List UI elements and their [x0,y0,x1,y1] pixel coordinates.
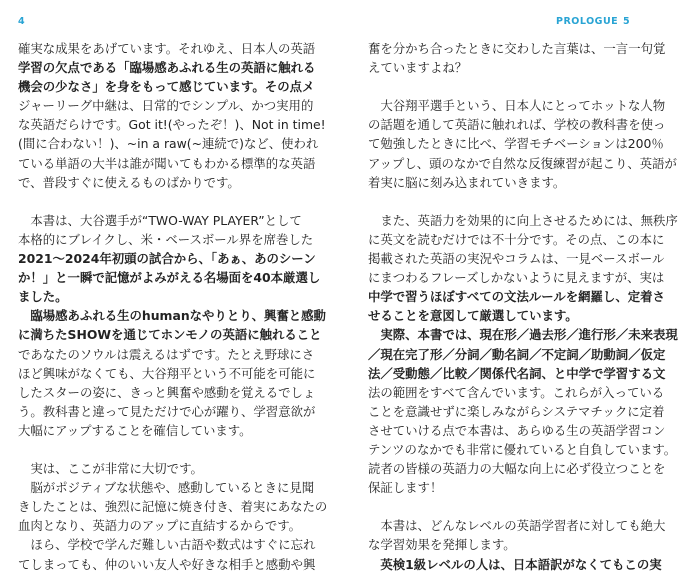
text-line: 大谷翔平選手という、日本人にとってホットな人物 [368,98,666,114]
section-title: PROLOGUE [556,16,619,27]
text-line: 確実な成果をあげています。それゆえ、日本人の英語 [18,41,316,56]
text-line: テンツのなかでも非常に優れていると自負しています。 [368,441,677,457]
text-line: 臨場感あふれる生のhumanなやりとり、興奮と感動 [18,308,326,324]
text-line: ／現在完了形／分詞／動名詞／不定詞／助動詞／仮定 [368,346,666,362]
text-line: アップし、頭のなかで自然な反復練習が起こり、英語が [368,155,677,171]
paragraph [368,96,677,191]
text-line: 本書は、大谷選手が“TWO-WAY PLAYER”として [18,212,302,228]
right-page-body [368,39,678,574]
paragraph [368,211,678,497]
text-line: で、普段すぐに使えるものばかりです。 [18,174,240,190]
paragraph [18,39,326,192]
text-line: せることを意図して厳選しています。 [368,308,578,324]
text-line: したスターの姿に、きっと興奮や感動を覚えるでしょ [18,384,316,400]
text-line: ジャーリーグ中継は、日常的でシンプル、かつ実用的 [18,98,314,114]
text-line: 読者の皆様の英語力の大幅な向上に必ず役立つことを [368,461,666,477]
text-line: か！」と一瞬で記憶がよみがえる名場面を40本厳選し [18,270,321,286]
text-line: てしまっても、仲のいい友人や好きな相手と感動や興 [18,556,316,572]
text-line: 実は、ここが非常に大切です。 [18,461,203,477]
paragraph [368,39,666,77]
text-line: 血肉となり、英語力のアップに直結するからです。 [18,518,302,534]
text-line: ほど興味がなくても、大谷翔平という不可能を可能に [18,365,316,381]
text-line: 掲載された英語の実況やコラムは、一見ベースボール [368,251,665,267]
text-line: ほら、学校で学んだ難しい古語や数式はすぐに忘れ [18,537,316,553]
paragraph-gap [368,77,630,96]
text-line: に満ちたSHOWを通じてホンモノの英語に触れること [18,327,322,343]
text-line: な学習効果を発揮します。 [368,537,516,553]
left-page-body [18,39,328,574]
paragraph [18,211,326,440]
paragraph [18,459,328,574]
text-line: 2021～2024年初頭の試合から、「あぁ、あのシーン [18,251,316,267]
paragraph [368,516,666,573]
text-line: 実際、本書では、現在形／過去形／進行形／未来表現 [368,327,678,343]
text-line: ました。 [18,289,68,305]
text-line: 本格的にブレイクし、米・ベースボール界を席巻した [18,231,314,247]
paragraph-gap [368,192,630,211]
text-line: であなたのソウルは震えるはずです。たとえ野球にさ [18,346,315,362]
text-line: な英語だらけです。Got it!(やったぞ！)、Not in time! [18,117,326,133]
text-line: 保証します！ [368,480,443,496]
text-line: 奮を分かち合ったときに交わした言葉は、一言一句覚 [368,41,666,56]
text-line: 法／受動態／比較／関係代名詞、と中学で学習する文 [368,365,666,381]
text-line: えていますよね？ [368,60,468,76]
text-line: の話題を通して英語に触れれば、学校の教科書を使っ [368,117,666,133]
text-line: 法の範囲をすべて含んでいます。これらが入っている [368,384,665,400]
text-line: にまつわるフレーズしかないように見えますが、実は [368,270,665,286]
text-line: 機会の少なさ」を身をもって感じています。その点メ [18,79,315,95]
page-number-left: 4 [18,16,26,27]
text-line: また、英語力を効果的に向上させるためには、無秩序 [368,212,678,228]
text-line: 大幅にアップすることを確信しています。 [18,422,252,438]
page-number-right: 5 [623,16,631,27]
text-line: に英文を読むだけでは不十分です。その点、この本に [368,231,665,247]
paragraph-gap [18,440,310,459]
text-line: 英検1級レベルの人は、日本語訳がなくてもこの実 [368,556,662,572]
paragraph-gap [18,192,310,211]
text-line: 本書は、どんなレベルの英語学習者に対しても絶大 [368,518,666,534]
text-line: ことを意識せずに楽しみながらシステマチックに定着 [368,403,665,419]
text-line: 脳がポジティブな状態や、感動しているときに見聞 [18,480,315,496]
text-line: う。教科書と違って見ただけで心が躍り、学習意欲が [18,403,316,419]
paragraph-gap [368,497,630,516]
text-line: 学習の欠点である「臨場感あふれる生の英語に触れる [18,60,316,76]
text-line: 着実に脳に刻み込まれていきます。 [368,174,566,190]
text-line: させていける点で本書は、あらゆる生の英語学習コン [368,422,666,438]
text-line: て勉強したときに比べ、学習モチベーションは200％ [368,136,664,152]
text-line: きしたことは、強烈に記憶に焼き付き、着実にあなたの [18,499,328,515]
text-line: (間に合わない！)、~in a raw(~連続で)など、使われ [18,136,319,152]
text-line: ている単語の大半は誰が聞いてもわかる標準的な英語 [18,155,316,171]
text-line: 中学で習うほぼすべての文法ルールを網羅し、定着さ [368,289,665,305]
